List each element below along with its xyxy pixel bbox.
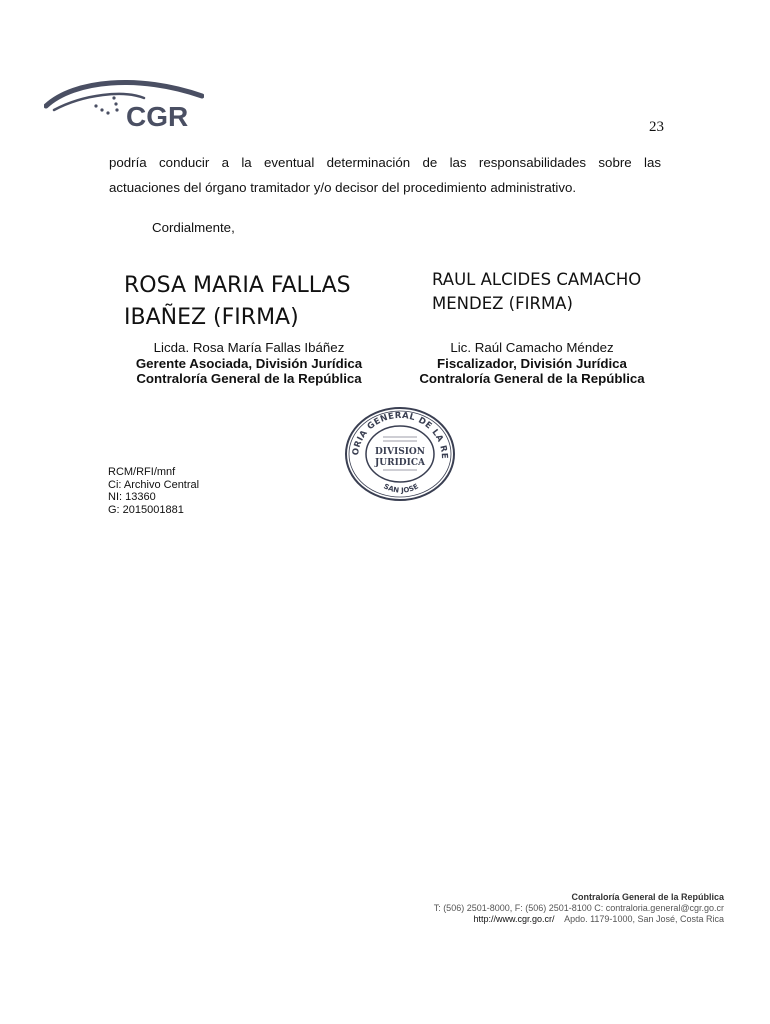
footer-contact: T: (506) 2501-8000, F: (506) 2501-8100 C: contraloria.general@cgr.go.cr [433,903,724,913]
logo-text: CGR [126,101,189,132]
body-line: actuaciones del órgano tramitador y/o decisor del procedimiento administrativo. [109,180,577,195]
ref-initials: RCM/RFI/mnf [108,466,176,478]
footer-address: Apdo. 1179-1000, San José, Costa Rica [564,914,724,924]
page-number: 23 [649,119,664,135]
signer-role: Gerente Asociada, División Jurídica [135,355,363,371]
signer-name: Licda. Rosa María Fallas Ibáñez [153,340,345,355]
footer [434,892,724,925]
body-paragraph [109,150,661,200]
signer-role: Fiscalizador, División Jurídica [437,355,627,371]
signature-rosa: ROSA MARIA FALLAS IBAÑEZ (FIRMA) [124,273,351,330]
division-juridica-seal [343,406,457,502]
seal-center-line1: DIVISION [375,447,425,457]
signature-raul: RAUL ALCIDES CAMACHO MENDEZ (FIRMA) [432,270,642,313]
svg-text:SAN JOSE [382,482,420,494]
signature-block-raul [400,340,664,387]
ref-ni: NI: 13360 [108,491,156,503]
body-line: podría conducir a la eventual determinación de las responsabilidades sobre las [109,155,661,170]
footer-org: Contraloría General de la República [571,892,724,902]
reference-block [108,466,199,516]
ref-g: G: 2015001881 [108,503,184,516]
seal-ring-text: ORIA GENERAL DE LA RE [350,410,450,460]
signer-name: Lic. Raúl Camacho Méndez [450,340,614,355]
cgr-logo [44,76,204,132]
footer-url[interactable]: http://www.cgr.go.cr/ [473,914,555,924]
ref-archive: Ci: Archivo Central [108,478,200,491]
signature-block-rosa [114,340,384,387]
signer-org: Contraloría General de la República [419,371,645,386]
signer-org: Contraloría General de la República [136,371,362,386]
closing: Cordialmente, [152,220,235,235]
seal-bottom-text: SAN JOSE [382,482,420,495]
seal-center-line2: JURIDICA [375,458,425,468]
